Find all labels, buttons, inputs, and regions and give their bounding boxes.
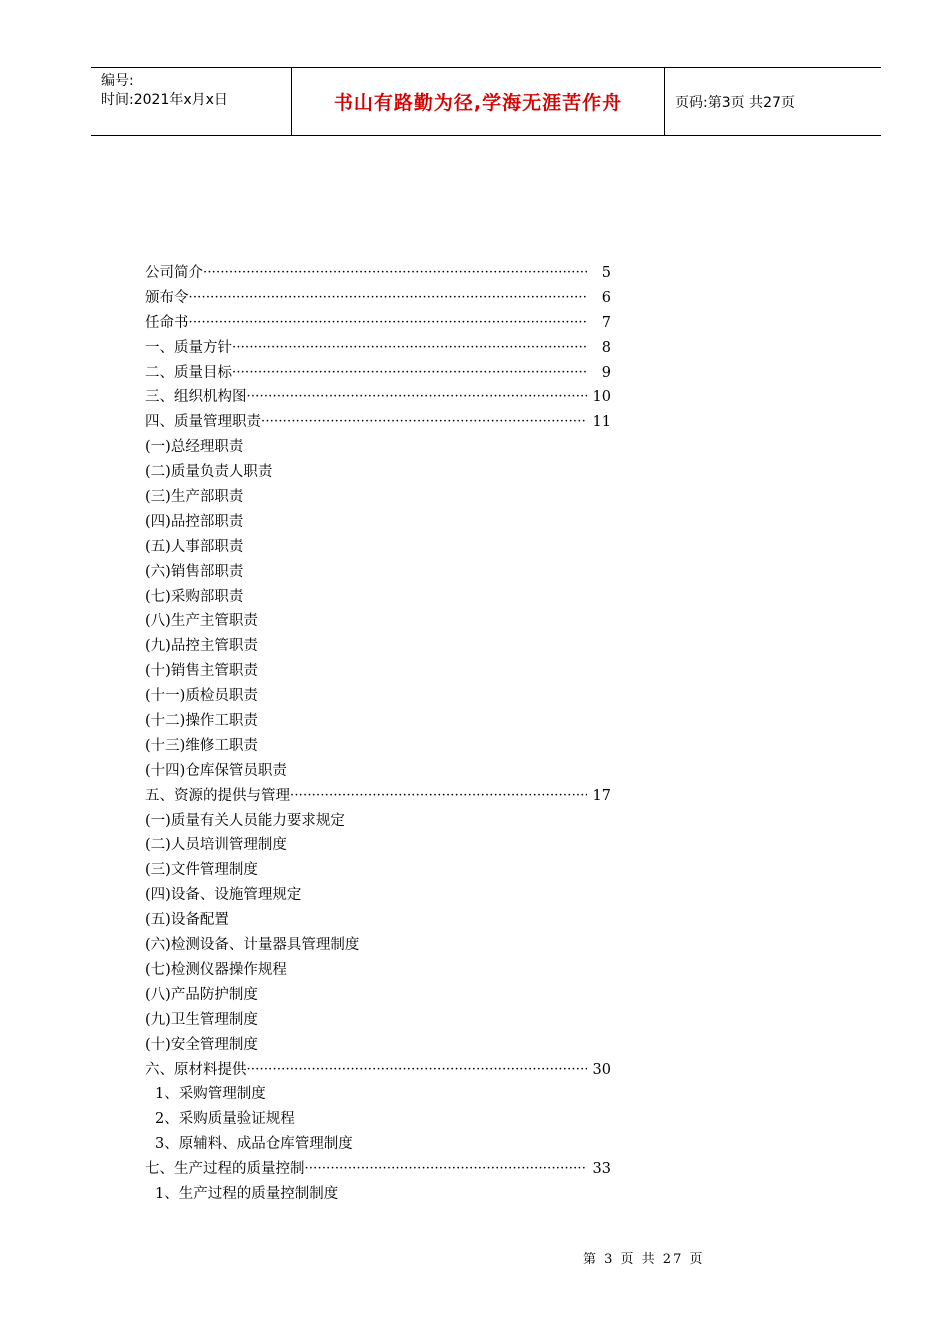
toc-entry-page-number: 17 (592, 787, 611, 804)
toc-entry-label: (九)品控主管职责 (145, 638, 258, 655)
toc-entry-page-number: 8 (601, 339, 611, 356)
toc-entry-page-number: 9 (601, 364, 611, 381)
toc-entry-label: 四、质量管理职责 (145, 414, 261, 431)
toc-entry-label: (五)设备配置 (145, 912, 229, 929)
toc-entry[interactable] (145, 684, 625, 709)
toc-entry-label: (六)销售部职责 (145, 563, 244, 580)
document-header (91, 67, 881, 136)
toc-entry-label: (十四)仓库保管员职责 (145, 762, 287, 779)
toc-entry-label: (六)检测设备、计量器具管理制度 (145, 937, 360, 954)
toc-entry[interactable] (145, 485, 625, 510)
toc-entry[interactable] (145, 833, 625, 858)
toc-entry[interactable] (145, 286, 611, 311)
toc-entry-page-number: 30 (592, 1061, 611, 1078)
toc-entry[interactable] (145, 809, 625, 834)
toc-entry[interactable] (145, 1033, 625, 1058)
header-page-info: 页码:第3页 共27页 (675, 94, 795, 111)
toc-entry-label: (一)总经理职责 (145, 439, 244, 456)
page-footer: 第 3 页 共 27 页 (583, 1252, 705, 1267)
toc-entry-label: 一、质量方针 (145, 339, 232, 356)
toc-entry[interactable] (145, 933, 625, 958)
toc-entry-page-number: 7 (601, 314, 611, 331)
toc-entry[interactable] (145, 410, 611, 435)
toc-entry-label: 2、采购质量验证规程 (155, 1111, 295, 1128)
toc-entry[interactable] (145, 983, 625, 1008)
toc-entry-label: (三)文件管理制度 (145, 862, 258, 879)
toc-entry-label: (十)安全管理制度 (145, 1036, 258, 1053)
toc-entry-label: (四)品控部职责 (145, 513, 244, 530)
toc-entry-label: (九)卫生管理制度 (145, 1011, 258, 1028)
toc-dot-leader (290, 784, 587, 809)
toc-entry-label: (七)检测仪器操作规程 (145, 961, 287, 978)
toc-entry-label: (十)销售主管职责 (145, 663, 258, 680)
header-meta (91, 68, 292, 135)
toc-entry-label: (十三)维修工职责 (145, 737, 258, 754)
toc-entry-page-number: 6 (601, 289, 611, 306)
toc-entry-label: (五)人事部职责 (145, 538, 244, 555)
toc-entry-label: (二)人员培训管理制度 (145, 837, 287, 854)
toc-entry[interactable] (145, 560, 625, 585)
table-of-contents (145, 261, 625, 1207)
toc-entry-page-number: 11 (592, 414, 611, 431)
toc-dot-leader (247, 1058, 588, 1083)
toc-entry[interactable] (145, 1132, 625, 1157)
toc-entry[interactable] (145, 385, 611, 410)
toc-entry-label: 3、原辅料、成品仓库管理制度 (155, 1136, 353, 1153)
toc-entry-label: 1、生产过程的质量控制制度 (155, 1185, 339, 1202)
toc-entry[interactable] (145, 883, 625, 908)
toc-entry[interactable] (145, 958, 625, 983)
toc-entry[interactable] (145, 609, 625, 634)
toc-entry[interactable] (145, 759, 625, 784)
toc-entry-label: (三)生产部职责 (145, 489, 244, 506)
toc-entry[interactable] (145, 734, 625, 759)
toc-entry[interactable] (145, 585, 625, 610)
toc-entry-page-number: 10 (592, 389, 611, 406)
time-label: 时间:2021年x月x日 (101, 92, 228, 108)
toc-entry-label: 颁布令 (145, 289, 189, 306)
toc-entry[interactable] (145, 336, 611, 361)
toc-entry[interactable] (145, 908, 625, 933)
toc-entry[interactable] (145, 510, 625, 535)
toc-entry-label: (十二)操作工职责 (145, 713, 258, 730)
toc-entry-label: 三、组织机构图 (145, 389, 247, 406)
toc-entry-label: 二、质量目标 (145, 364, 232, 381)
toc-dot-leader (189, 311, 588, 336)
number-label: 编号: (101, 73, 134, 89)
toc-entry[interactable] (145, 1157, 611, 1182)
toc-dot-leader (232, 336, 587, 361)
toc-entry-label: 公司简介 (145, 265, 203, 281)
toc-entry-label: (二)质量负责人职责 (145, 464, 273, 481)
toc-entry[interactable] (145, 1107, 625, 1132)
toc-entry[interactable] (145, 709, 625, 734)
toc-entry[interactable] (145, 634, 625, 659)
toc-entry[interactable] (145, 1008, 625, 1033)
toc-entry[interactable] (145, 311, 611, 336)
toc-entry-label: 六、原材料提供 (145, 1061, 247, 1078)
toc-entry-label: (一)质量有关人员能力要求规定 (145, 812, 345, 829)
toc-entry-label: (七)采购部职责 (145, 588, 244, 605)
toc-entry-label: (八)生产主管职责 (145, 613, 258, 630)
toc-entry[interactable] (145, 535, 625, 560)
toc-dot-leader (247, 385, 588, 410)
toc-entry[interactable] (145, 1082, 625, 1107)
toc-entry[interactable] (145, 1058, 611, 1083)
toc-entry-label: 任命书 (145, 314, 189, 331)
toc-entry-page-number: 33 (592, 1161, 611, 1178)
toc-dot-leader (232, 361, 587, 386)
toc-dot-leader (261, 410, 587, 435)
toc-dot-leader (189, 286, 588, 311)
toc-entry-label: (八)产品防护制度 (145, 986, 258, 1003)
header-motto: 书山有路勤为径,学海无涯苦作舟 (292, 68, 665, 135)
toc-entry[interactable] (145, 460, 625, 485)
toc-entry-label: 1、采购管理制度 (155, 1086, 266, 1103)
toc-entry-label: (十一)质检员职责 (145, 688, 258, 705)
toc-entry[interactable] (145, 784, 611, 809)
toc-entry[interactable] (145, 261, 611, 286)
toc-entry[interactable] (145, 659, 625, 684)
toc-entry-label: 七、生产过程的质量控制 (145, 1161, 305, 1178)
toc-entry[interactable] (145, 858, 625, 883)
toc-entry[interactable] (145, 435, 625, 460)
toc-entry[interactable] (145, 1182, 625, 1207)
toc-entry-label: (四)设备、设施管理规定 (145, 887, 302, 904)
toc-dot-leader (305, 1157, 588, 1182)
toc-dot-leader (203, 261, 587, 286)
toc-entry-label: 五、资源的提供与管理 (145, 787, 290, 804)
toc-entry-page-number: 5 (601, 265, 611, 281)
toc-entry[interactable] (145, 361, 611, 386)
